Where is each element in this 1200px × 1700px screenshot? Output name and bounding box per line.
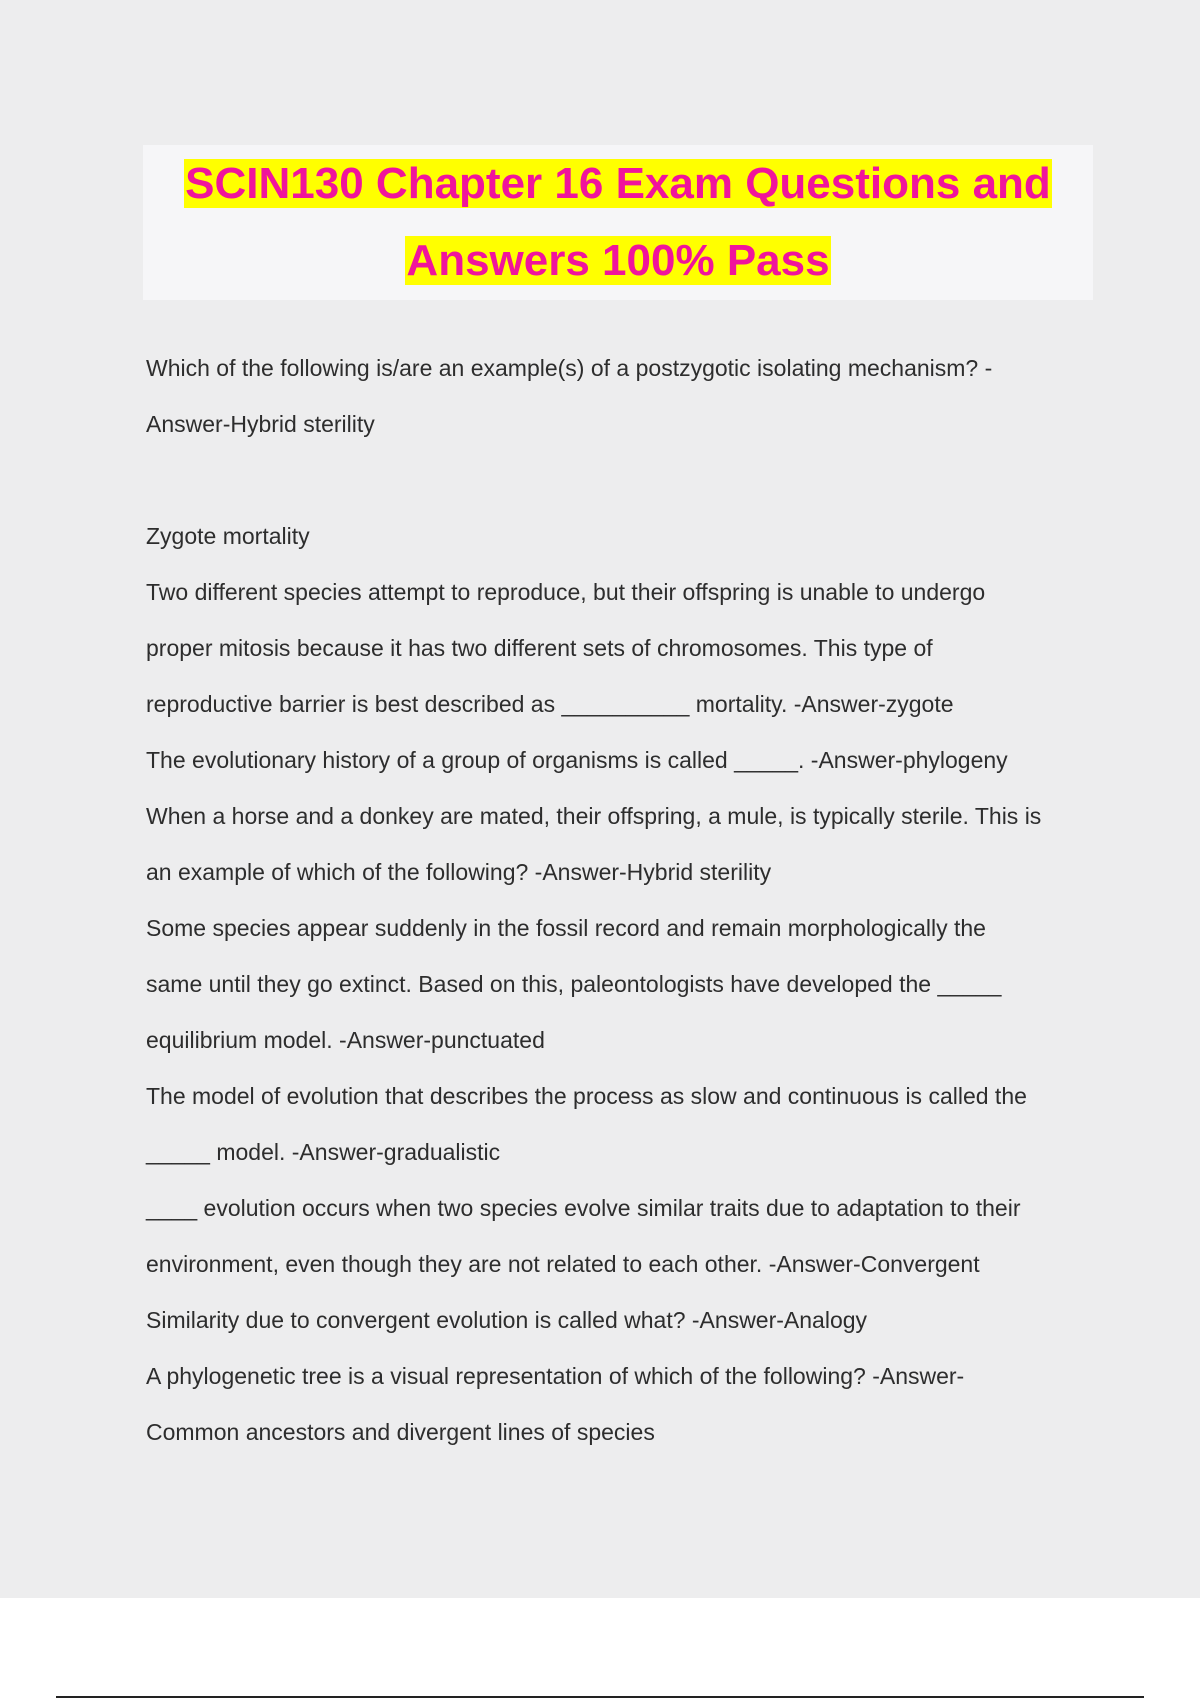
text-line: Some species appear suddenly in the fossil record and remain morphologically the — [146, 915, 986, 941]
text-line: Answer-Hybrid sterility — [146, 411, 375, 437]
title-highlight: SCIN130 Chapter 16 Exam Questions and — [185, 159, 1051, 208]
blank-line — [146, 452, 1106, 508]
text-line: same until they go extinct. Based on this, paleontologists have developed the _____ — [146, 971, 1002, 997]
text-line: environment, even though they are not related to each other. -Answer-Convergent — [146, 1251, 980, 1277]
text-line: ____ evolution occurs when two species evolve similar traits due to adaptation to their — [146, 1195, 1021, 1221]
text-line: an example of which of the following? -Answer-Hybrid sterility — [146, 859, 772, 885]
text-line: Two different species attempt to reproduce, but their offspring is unable to undergo — [146, 579, 986, 605]
text-line: Which of the following is/are an example(s) of a postzygotic isolating mechanism? - — [146, 355, 993, 381]
text-line: When a horse and a donkey are mated, their offspring, a mule, is typically sterile. This is — [146, 803, 1042, 829]
text-line: _____ model. -Answer-gradualistic — [146, 1139, 501, 1165]
text-line: Zygote mortality — [146, 523, 310, 549]
document-title-line-1 — [143, 145, 1093, 222]
text-line: equilibrium model. -Answer-punctuated — [146, 1027, 545, 1053]
text-line: proper mitosis because it has two different sets of chromosomes. This type of — [146, 635, 933, 661]
document-title-line-2 — [143, 222, 1093, 299]
text-line: Common ancestors and divergent lines of species — [146, 1419, 655, 1445]
text-line: A phylogenetic tree is a visual representation of which of the following? -Answer- — [146, 1363, 965, 1389]
title-block — [143, 145, 1093, 300]
text-line: Similarity due to convergent evolution is called what? -Answer-Analogy — [146, 1307, 868, 1333]
text-line: The model of evolution that describes the process as slow and continuous is called the — [146, 1083, 1027, 1109]
footer-divider — [56, 1696, 1144, 1698]
text-line: The evolutionary history of a group of organisms is called _____. -Answer-phylogeny — [146, 747, 1008, 773]
document-body — [146, 340, 1106, 1460]
text-line: reproductive barrier is best described as __________ mortality. -Answer-zygote — [146, 691, 954, 717]
title-highlight: Answers 100% Pass — [406, 236, 830, 285]
